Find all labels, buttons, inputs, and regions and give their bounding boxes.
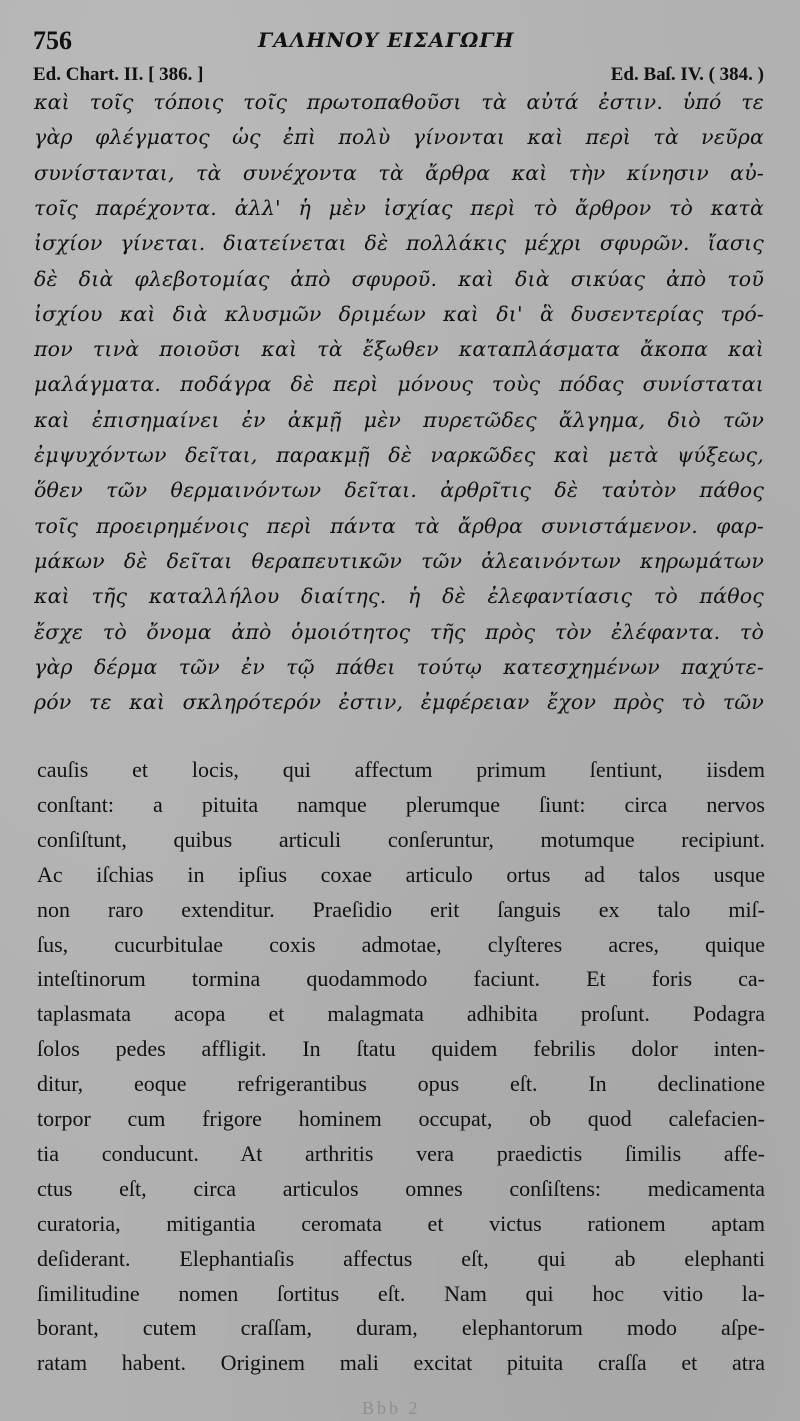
greek-text-line: μαλάγματα. ποδάγρα δὲ περὶ μόνους τοὺς πόδας συνίσταται — [34, 372, 764, 397]
latin-text-line: ſus, cucurbitulae coxis admotae, clyſteres acres, quique — [37, 931, 765, 957]
latin-text-line: conſiſtunt, quibus articuli conſeruntur, motumque recipiunt. — [37, 826, 765, 852]
greek-text-line: ἔσχε τὸ ὄνομα ἀπὸ ὁμοιότητος τῆς πρὸς τὸν ἐλέφαντα. τὸ — [34, 619, 764, 644]
latin-text-line: cauſis et locis, qui affectum primum ſentiunt, iisdem — [37, 757, 765, 782]
latin-text-line: borant, cutem craſſam, duram, elephantorum modo aſpe- — [37, 1315, 765, 1341]
greek-text-line: γὰρ φλέγματος ὡς ἐπὶ πολὺ γίνονται καὶ περὶ τὰ νεῦρα — [34, 125, 764, 150]
latin-text-line: curatoria, mitigantia ceromata et victus rationem aptam — [37, 1210, 765, 1236]
greek-text-line: τοῖς προειρημένοις περὶ πάντα τὰ ἄρθρα συνιστάμενον. φαρ- — [34, 513, 764, 538]
latin-text-line: non raro extenditur. Praeſidio erit ſanguis ex talo miſ- — [37, 896, 765, 922]
edition-reference-chart: Ed. Chart. II. [ 386. ] — [33, 64, 204, 85]
greek-text-line: καὶ τοῖς τόποις τοῖς πρωτοπαθοῦσι τὰ αὐτά ἐστιν. ὑπό τε — [34, 90, 764, 114]
latin-text-line: ſimilitudine nomen ſortitus eſt. Nam qui hoc vitio la- — [37, 1280, 765, 1306]
latin-text-line: inteſtinorum tormina quodammodo faciunt. Et foris ca- — [37, 966, 765, 992]
footer-signature: Bbb 2 — [362, 1398, 421, 1418]
greek-text-line: ὅθεν τῶν θερμαινόντων δεῖται. ἀρθρῖτις δὲ ταὐτὸν πάθος — [34, 478, 764, 503]
latin-text-line: ditur, eoque refrigerantibus opus eſt. In declinatione — [37, 1071, 765, 1097]
edition-reference-basel: Ed. Baſ. IV. ( 384. ) — [610, 64, 764, 85]
latin-text-line: Ac iſchias in ipſius coxae articulo ortus ad talos usque — [37, 861, 765, 887]
latin-text-line: torpor cum frigore hominem occupat, ob quod calefacien- — [37, 1106, 765, 1131]
running-title: ΓΑΛΗΝΟΥ ΕΙΣΑΓΩΓΗ — [258, 28, 515, 52]
greek-text-line: ἐμψυχόντων δεῖται, παρακμῇ δὲ ναρκῶδες καὶ μετὰ ψύξεως, — [34, 443, 764, 467]
latin-text-line: ratam habent. Originem mali excitat pituita craſſa et atra — [37, 1350, 765, 1376]
greek-text-line: τοῖς παρέχοντα. ἀλλ' ἡ μὲν ἰσχίας περὶ τὸ ἄρθρον τὸ κατὰ — [34, 195, 764, 220]
greek-text-line: καὶ τῆς καταλλήλου διαίτης. ἡ δὲ ἐλεφαντίασις τὸ πάθος — [34, 584, 764, 609]
page-number: 756 — [33, 26, 72, 55]
greek-text-line: μάκων δὲ δεῖται θεραπευτικῶν τῶν ἀλεαινόντων κηρωμάτων — [34, 548, 764, 573]
greek-text-line: γὰρ δέρμα τῶν ἐν τῷ πάθει τούτῳ κατεσχημένων παχύτε- — [34, 654, 764, 679]
latin-text-line: ſolos pedes affligit. In ſtatu quidem febrilis dolor inten- — [37, 1036, 765, 1062]
greek-text-line: συνίστανται, τὰ συνέχοντα τὰ ἄρθρα καὶ τὴν κίνησιν αὐ- — [34, 160, 764, 185]
greek-text-line: ρόν τε καὶ σκληρότερόν ἐστιν, ἐμφέρειαν ἔχον πρὸς τὸ τῶν — [34, 690, 764, 715]
latin-text-line: tia conducunt. At arthritis vera praedictis ſimilis affe- — [37, 1140, 765, 1166]
latin-text-line: conſtant: a pituita namque plerumque ſiunt: circa nervos — [37, 791, 765, 817]
greek-text-line: δὲ διὰ φλεβοτομίας ἀπὸ σφυροῦ. καὶ διὰ σικύας ἀπὸ τοῦ — [34, 266, 764, 291]
latin-text-line: taplasmata acopa et malagmata adhibita proſunt. Podagra — [37, 1001, 765, 1027]
greek-text-line: πον τινὰ ποιοῦσι καὶ τὰ ἔξωθεν καταπλάσματα ἄκοπα καὶ — [34, 337, 764, 362]
greek-text-line: ἰσχίον γίνεται. διατείνεται δὲ πολλάκις μέχρι σφυρῶν. ἴασις — [34, 231, 764, 256]
greek-text-line: καὶ ἐπισημαίνει ἐν ἀκμῇ μὲν πυρετῶδες ἄλγημα, διὸ τῶν — [34, 407, 764, 432]
latin-text-line: ctus eſt, circa articulos omnes conſiſtens: medicamenta — [37, 1175, 765, 1201]
latin-text-line: deſiderant. Elephantiaſis affectus eſt, qui ab elephanti — [37, 1245, 765, 1271]
greek-text-line: ἰσχίου καὶ διὰ κλυσμῶν δριμέων καὶ δι' ἃ δυσεντερίας τρό- — [34, 301, 764, 326]
